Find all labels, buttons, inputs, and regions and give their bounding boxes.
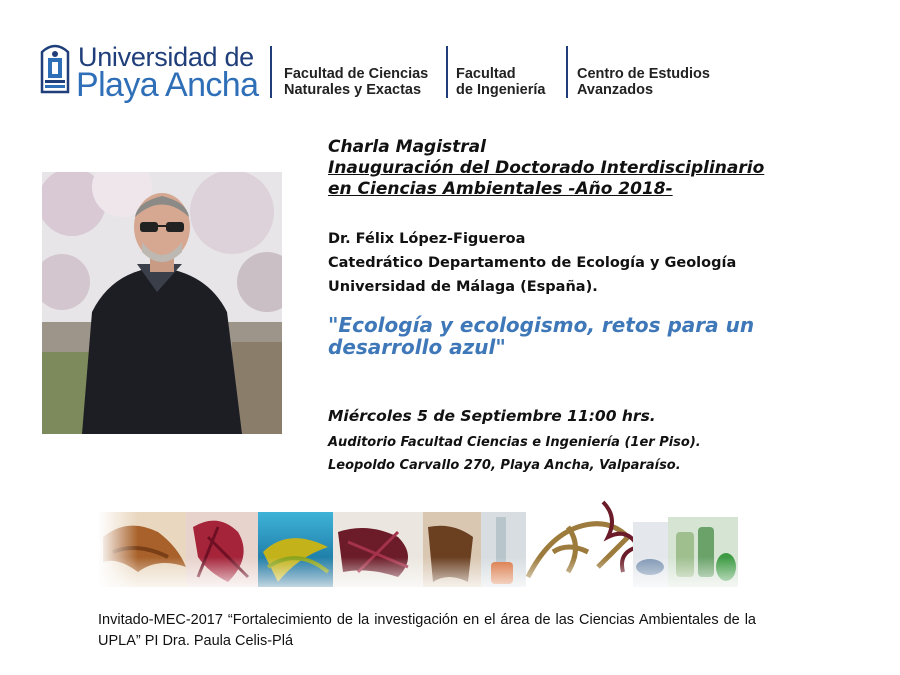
header-divider	[566, 46, 568, 98]
centro-estudios-line2: Avanzados	[577, 82, 654, 98]
event-date-time: Miércoles 5 de Septiembre 11:00 hrs.	[328, 407, 656, 425]
header-divider	[446, 46, 448, 98]
faculty-ingenieria	[456, 66, 545, 98]
university-name-line1: Universidad de	[78, 42, 254, 72]
university-name-line2: Playa Ancha	[76, 66, 259, 104]
event-address: Leopoldo Carvallo 270, Playa Ancha, Valparaíso.	[328, 458, 681, 473]
faculty-ciencias-line1: Facultad de Ciencias	[284, 66, 429, 82]
faculty-ingenieria-line1: Facultad	[456, 66, 516, 82]
inauguration-title	[328, 158, 764, 200]
talk-title-line1: "Ecología y ecologismo, retos para un	[328, 313, 755, 337]
speaker-photo	[42, 172, 282, 434]
marine-science-collage	[98, 497, 748, 597]
faculty-ingenieria-line2: de Ingeniería	[456, 82, 546, 98]
speaker-info	[328, 227, 736, 299]
event-type: Charla Magistral	[328, 137, 486, 157]
footer-funding-note: Invitado-MEC-2017 “Fortalecimiento de la investigación en el área de las Ciencias Ambientales de la UPLA” PI Dra. Paula Celis-Plá	[98, 612, 756, 649]
faculty-ciencias	[284, 66, 428, 98]
header-divider	[270, 46, 272, 98]
speaker-name: Dr. Félix López-Figueroa	[328, 231, 526, 247]
university-logo-icon	[38, 42, 72, 96]
speaker-position: Catedrático Departamento de Ecología y Geología	[328, 255, 737, 271]
talk-title-line2: desarrollo azul"	[328, 335, 506, 359]
inauguration-line2: en Ciencias Ambientales -Año 2018-	[328, 179, 673, 199]
event-location	[328, 431, 701, 477]
centro-estudios	[577, 66, 710, 98]
speaker-institution: Universidad de Málaga (España).	[328, 279, 598, 295]
event-venue: Auditorio Facultad Ciencias e Ingeniería (1er Piso).	[328, 435, 701, 450]
inauguration-line1: Inauguración del Doctorado Interdisciplinario	[328, 158, 765, 178]
centro-estudios-line1: Centro de Estudios	[577, 66, 710, 82]
faculty-ciencias-line2: Naturales y Exactas	[284, 82, 422, 98]
talk-title	[328, 314, 754, 358]
